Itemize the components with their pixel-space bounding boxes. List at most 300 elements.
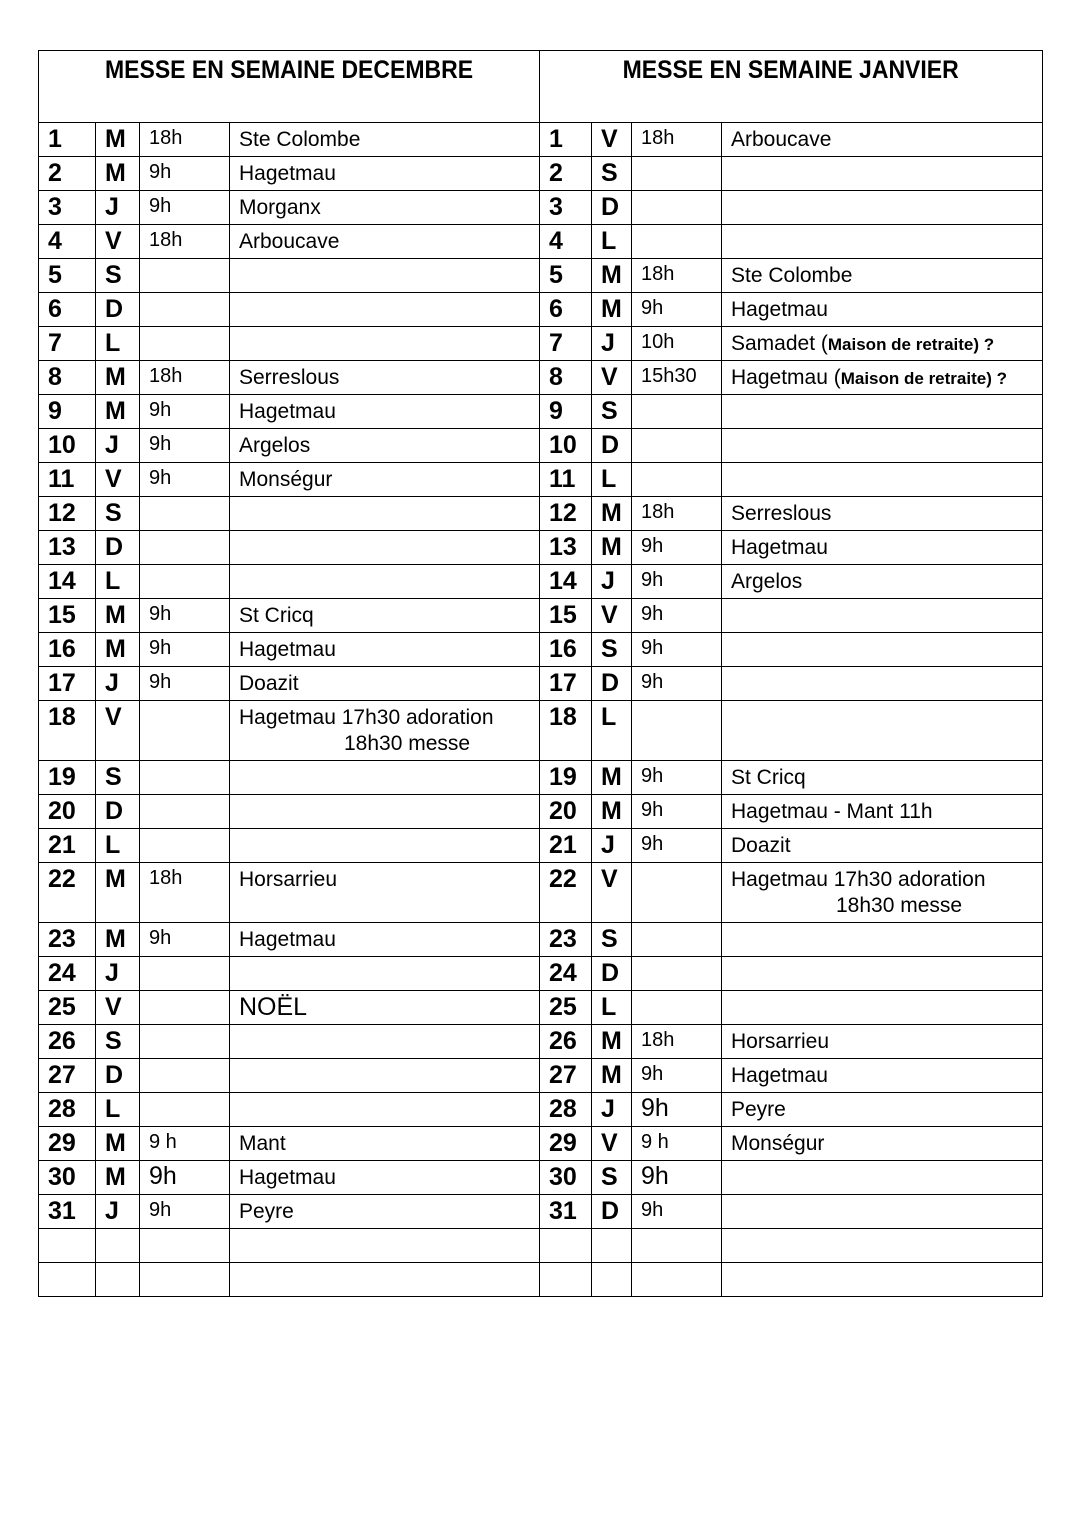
- day-number: 6: [540, 293, 592, 327]
- day-number: 2: [39, 157, 96, 191]
- weekday-letter: V: [592, 863, 632, 923]
- mass-time: [632, 991, 722, 1025]
- weekday-letter: S: [96, 1025, 140, 1059]
- weekday-letter: M: [592, 761, 632, 795]
- mass-place: [230, 1229, 540, 1263]
- mass-place: [230, 761, 540, 795]
- mass-place: [722, 361, 1043, 395]
- place-name: Hagetmau - Mant 11h: [731, 800, 933, 823]
- day-number: 24: [540, 957, 592, 991]
- mass-time: [632, 395, 722, 429]
- mass-time: [140, 1263, 230, 1297]
- mass-place: [722, 531, 1043, 565]
- mass-place: [230, 795, 540, 829]
- day-number: [540, 1263, 592, 1297]
- mass-time: 9h: [632, 667, 722, 701]
- mass-place: [722, 667, 1043, 701]
- day-number: 24: [39, 957, 96, 991]
- place-name: Hagetmau: [239, 400, 336, 423]
- weekday-letter: L: [96, 565, 140, 599]
- day-number: 9: [540, 395, 592, 429]
- mass-time: 9h: [632, 531, 722, 565]
- day-number: 1: [39, 123, 96, 157]
- weekday-letter: S: [592, 1161, 632, 1195]
- mass-time: 18h: [632, 497, 722, 531]
- place-name: Hagetmau 17h30 adoration: [731, 868, 986, 891]
- mass-place: [230, 1195, 540, 1229]
- day-number: 22: [39, 863, 96, 923]
- mass-place: [722, 1093, 1043, 1127]
- mass-place: [722, 957, 1043, 991]
- day-number: 7: [39, 327, 96, 361]
- mass-place: [230, 293, 540, 327]
- mass-time: [140, 829, 230, 863]
- weekday-letter: M: [96, 863, 140, 923]
- weekday-letter: M: [96, 633, 140, 667]
- weekday-letter: V: [592, 123, 632, 157]
- table-row: [39, 429, 1043, 463]
- place-name: Argelos: [731, 570, 803, 593]
- mass-time: 9h: [632, 1195, 722, 1229]
- place-name: Hagetmau: [731, 536, 828, 559]
- table-row: [39, 1161, 1043, 1195]
- day-number: 16: [540, 633, 592, 667]
- day-number: 9: [39, 395, 96, 429]
- table-row: [39, 293, 1043, 327]
- mass-place: [230, 259, 540, 293]
- mass-place: [230, 633, 540, 667]
- weekday-letter: L: [592, 225, 632, 259]
- weekday-letter: D: [592, 429, 632, 463]
- mass-place: [230, 1127, 540, 1161]
- mass-time: 9h: [632, 293, 722, 327]
- weekday-letter: V: [96, 991, 140, 1025]
- weekday-letter: [592, 1263, 632, 1297]
- place-name: Serreslous: [731, 502, 832, 525]
- table-row: [39, 633, 1043, 667]
- day-number: 14: [540, 565, 592, 599]
- table-row: [39, 599, 1043, 633]
- weekday-letter: M: [592, 1025, 632, 1059]
- day-number: 27: [39, 1059, 96, 1093]
- place-name: Hagetmau: [731, 1064, 828, 1087]
- mass-time: 9h: [632, 565, 722, 599]
- day-number: 31: [39, 1195, 96, 1229]
- weekday-letter: S: [592, 157, 632, 191]
- table-row: [39, 1127, 1043, 1161]
- mass-time: 9h: [140, 463, 230, 497]
- mass-time: 9h: [632, 761, 722, 795]
- place-name: Argelos: [239, 434, 311, 457]
- weekday-letter: M: [96, 395, 140, 429]
- weekday-letter: J: [592, 565, 632, 599]
- mass-place: [722, 225, 1043, 259]
- table-row: [39, 667, 1043, 701]
- mass-place: [722, 1025, 1043, 1059]
- mass-time: [140, 1025, 230, 1059]
- weekday-letter: L: [592, 701, 632, 761]
- table-row: [39, 395, 1043, 429]
- mass-time: [140, 293, 230, 327]
- day-number: 1: [540, 123, 592, 157]
- weekday-letter: S: [96, 761, 140, 795]
- weekday-letter: J: [592, 829, 632, 863]
- mass-time: [632, 957, 722, 991]
- mass-place: [722, 327, 1043, 361]
- place-name: Doazit: [239, 672, 299, 695]
- mass-time: [632, 463, 722, 497]
- mass-place: [722, 991, 1043, 1025]
- mass-time: 15h30: [632, 361, 722, 395]
- day-number: 15: [540, 599, 592, 633]
- mass-place: [230, 429, 540, 463]
- table-row: [39, 1263, 1043, 1297]
- mass-place: [230, 667, 540, 701]
- place-name: Hagetmau: [239, 162, 336, 185]
- mass-place: [722, 701, 1043, 761]
- day-number: 25: [39, 991, 96, 1025]
- mass-time: 9h: [140, 633, 230, 667]
- mass-time: 9h: [632, 795, 722, 829]
- table-row: [39, 701, 1043, 761]
- day-number: 13: [39, 531, 96, 565]
- day-number: 8: [540, 361, 592, 395]
- weekday-letter: D: [96, 1059, 140, 1093]
- mass-time: 18h: [632, 259, 722, 293]
- mass-time: 18h: [140, 863, 230, 923]
- mass-place: [230, 1263, 540, 1297]
- table-row: [39, 497, 1043, 531]
- weekday-letter: V: [96, 225, 140, 259]
- day-number: 5: [540, 259, 592, 293]
- day-number: [39, 1263, 96, 1297]
- mass-time: 9h: [632, 633, 722, 667]
- mass-place: [230, 123, 540, 157]
- weekday-letter: [96, 1229, 140, 1263]
- table-row: [39, 191, 1043, 225]
- mass-place: [722, 157, 1043, 191]
- weekday-letter: V: [592, 1127, 632, 1161]
- weekday-letter: M: [96, 1161, 140, 1195]
- mass-time: [632, 1263, 722, 1297]
- weekday-letter: V: [592, 599, 632, 633]
- day-number: 23: [540, 923, 592, 957]
- weekday-letter: S: [592, 633, 632, 667]
- weekday-letter: J: [96, 957, 140, 991]
- mass-time: 9 h: [632, 1127, 722, 1161]
- weekday-letter: J: [592, 1093, 632, 1127]
- mass-time: 9 h: [140, 1127, 230, 1161]
- place-name: Morganx: [239, 196, 321, 219]
- mass-time: 9h: [140, 191, 230, 225]
- weekday-letter: D: [592, 957, 632, 991]
- weekday-letter: [96, 1263, 140, 1297]
- day-number: 25: [540, 991, 592, 1025]
- mass-time: 9h: [632, 1059, 722, 1093]
- table-row: [39, 1195, 1043, 1229]
- mass-place: [230, 225, 540, 259]
- day-number: 8: [39, 361, 96, 395]
- mass-time: 9h: [140, 599, 230, 633]
- day-number: 19: [39, 761, 96, 795]
- mass-place: [230, 395, 540, 429]
- mass-place: [230, 599, 540, 633]
- weekday-letter: M: [96, 157, 140, 191]
- day-number: 13: [540, 531, 592, 565]
- place-name: Peyre: [239, 1200, 294, 1223]
- january-header: MESSE EN SEMAINE JANVIER: [540, 51, 1043, 123]
- weekday-letter: D: [592, 667, 632, 701]
- day-number: 19: [540, 761, 592, 795]
- weekday-letter: D: [96, 293, 140, 327]
- mass-place: [230, 1059, 540, 1093]
- day-number: 12: [540, 497, 592, 531]
- mass-time: 9h: [140, 1161, 230, 1195]
- day-number: 11: [39, 463, 96, 497]
- day-number: 4: [39, 225, 96, 259]
- mass-time: 9h: [140, 667, 230, 701]
- place-name: Hagetmau 17h30 adoration: [239, 706, 494, 729]
- mass-time: [140, 1093, 230, 1127]
- mass-time: [140, 565, 230, 599]
- table-row: [39, 795, 1043, 829]
- weekday-letter: [592, 1229, 632, 1263]
- day-number: 10: [540, 429, 592, 463]
- table-row: [39, 863, 1043, 923]
- mass-time: 9h: [140, 395, 230, 429]
- mass-time: [632, 1229, 722, 1263]
- mass-place: [230, 531, 540, 565]
- mass-time: 9h: [632, 1161, 722, 1195]
- day-number: 23: [39, 923, 96, 957]
- weekday-letter: J: [96, 667, 140, 701]
- day-number: 17: [540, 667, 592, 701]
- place-name: Hagetmau: [731, 298, 828, 321]
- mass-time: [632, 225, 722, 259]
- day-number: 4: [540, 225, 592, 259]
- day-number: 28: [39, 1093, 96, 1127]
- day-number: 17: [39, 667, 96, 701]
- mass-time: [140, 531, 230, 565]
- table-row: [39, 991, 1043, 1025]
- mass-place: [722, 293, 1043, 327]
- weekday-letter: M: [592, 293, 632, 327]
- day-number: 12: [39, 497, 96, 531]
- weekday-letter: M: [96, 599, 140, 633]
- weekday-letter: D: [592, 1195, 632, 1229]
- day-number: 10: [39, 429, 96, 463]
- mass-place: [722, 123, 1043, 157]
- day-number: 15: [39, 599, 96, 633]
- weekday-letter: J: [96, 1195, 140, 1229]
- table-row: [39, 327, 1043, 361]
- table-row: [39, 1059, 1043, 1093]
- mass-place: [722, 463, 1043, 497]
- day-number: 18: [540, 701, 592, 761]
- place-name: Peyre: [731, 1098, 786, 1121]
- place-name: Ste Colombe: [731, 264, 853, 287]
- place-name: Arboucave: [731, 128, 832, 151]
- weekday-letter: M: [96, 361, 140, 395]
- mass-time: [140, 497, 230, 531]
- mass-time: 9h: [632, 1093, 722, 1127]
- mass-time: [140, 795, 230, 829]
- mass-place: [722, 923, 1043, 957]
- mass-place: [230, 565, 540, 599]
- table-row: [39, 761, 1043, 795]
- mass-place: [230, 957, 540, 991]
- mass-place: [722, 863, 1043, 923]
- mass-time: [632, 429, 722, 463]
- weekday-letter: V: [96, 463, 140, 497]
- place-name: Samadet (: [731, 332, 828, 355]
- weekday-letter: M: [592, 1059, 632, 1093]
- mass-place: [230, 361, 540, 395]
- mass-time: 9h: [140, 429, 230, 463]
- table-row: [39, 829, 1043, 863]
- place-name: Ste Colombe: [239, 128, 361, 151]
- mass-time: [632, 157, 722, 191]
- mass-time: 18h: [140, 123, 230, 157]
- december-header: MESSE EN SEMAINE DECEMBRE: [39, 51, 540, 123]
- table-row: [39, 463, 1043, 497]
- table-row: [39, 1025, 1043, 1059]
- day-number: 30: [39, 1161, 96, 1195]
- mass-time: 18h: [632, 1025, 722, 1059]
- weekday-letter: M: [592, 259, 632, 293]
- mass-place: [230, 923, 540, 957]
- day-number: 3: [39, 191, 96, 225]
- mass-time: [632, 191, 722, 225]
- table-row: [39, 259, 1043, 293]
- place-name: Hagetmau: [239, 638, 336, 661]
- weekday-letter: M: [96, 923, 140, 957]
- mass-time: [140, 327, 230, 361]
- weekday-letter: M: [592, 795, 632, 829]
- mass-place: [722, 1229, 1043, 1263]
- mass-time: 9h: [632, 599, 722, 633]
- table-row: [39, 225, 1043, 259]
- mass-time: 10h: [632, 327, 722, 361]
- mass-time: [632, 923, 722, 957]
- mass-place: [722, 1127, 1043, 1161]
- place-name: St Cricq: [239, 604, 314, 627]
- mass-place: [722, 1059, 1043, 1093]
- mass-place: [722, 429, 1043, 463]
- weekday-letter: S: [592, 395, 632, 429]
- day-number: 29: [39, 1127, 96, 1161]
- weekday-letter: D: [96, 795, 140, 829]
- mass-time: 9h: [632, 829, 722, 863]
- weekday-letter: S: [96, 259, 140, 293]
- day-number: 31: [540, 1195, 592, 1229]
- mass-time: [140, 761, 230, 795]
- weekday-letter: J: [96, 429, 140, 463]
- place-name: Hagetmau: [239, 928, 336, 951]
- mass-place: [230, 829, 540, 863]
- mass-place: [722, 633, 1043, 667]
- weekday-letter: L: [96, 829, 140, 863]
- day-number: 21: [39, 829, 96, 863]
- table-row: [39, 157, 1043, 191]
- weekday-letter: V: [592, 361, 632, 395]
- day-number: 29: [540, 1127, 592, 1161]
- mass-time: [140, 1229, 230, 1263]
- mass-time: [140, 259, 230, 293]
- mass-place: [230, 327, 540, 361]
- day-number: 7: [540, 327, 592, 361]
- table-row: [39, 123, 1043, 157]
- weekday-letter: L: [96, 1093, 140, 1127]
- weekday-letter: M: [96, 123, 140, 157]
- table-row: [39, 565, 1043, 599]
- place-name: Monségur: [731, 1132, 825, 1155]
- table-row: [39, 923, 1043, 957]
- mass-time: [632, 701, 722, 761]
- day-number: 14: [39, 565, 96, 599]
- day-number: [39, 1229, 96, 1263]
- place-name: St Cricq: [731, 766, 806, 789]
- day-number: 21: [540, 829, 592, 863]
- place-name: NOËL: [239, 993, 308, 1021]
- mass-place: [722, 191, 1043, 225]
- mass-place: [722, 259, 1043, 293]
- weekday-letter: M: [96, 1127, 140, 1161]
- mass-place: [230, 1093, 540, 1127]
- mass-place: [722, 395, 1043, 429]
- mass-place: [230, 991, 540, 1025]
- day-number: 28: [540, 1093, 592, 1127]
- mass-place: [722, 761, 1043, 795]
- place-name: Horsarrieu: [239, 868, 338, 891]
- weekday-letter: D: [96, 531, 140, 565]
- weekday-letter: D: [592, 191, 632, 225]
- mass-place: [230, 1161, 540, 1195]
- table-row: [39, 531, 1043, 565]
- mass-place: [230, 701, 540, 761]
- mass-place: [722, 599, 1043, 633]
- mass-time: 18h: [140, 225, 230, 259]
- mass-schedule-table: [38, 50, 1043, 1297]
- day-number: 6: [39, 293, 96, 327]
- weekday-letter: S: [592, 923, 632, 957]
- weekday-letter: M: [592, 497, 632, 531]
- place-note: Maison de retraite) ?: [840, 369, 1007, 388]
- place-note: Maison de retraite) ?: [827, 335, 995, 354]
- day-number: 30: [540, 1161, 592, 1195]
- mass-place: [230, 863, 540, 923]
- mass-place: [230, 191, 540, 225]
- place-name: Doazit: [731, 834, 791, 857]
- day-number: [540, 1229, 592, 1263]
- place-name: Hagetmau: [239, 1166, 336, 1189]
- place-name: Arboucave: [239, 230, 340, 253]
- table-row: [39, 1093, 1043, 1127]
- place-second-line: 18h30 messe: [344, 732, 471, 755]
- mass-time: 18h: [140, 361, 230, 395]
- weekday-letter: S: [96, 497, 140, 531]
- weekday-letter: L: [96, 327, 140, 361]
- weekday-letter: M: [592, 531, 632, 565]
- day-number: 20: [39, 795, 96, 829]
- weekday-letter: V: [96, 701, 140, 761]
- table-row: [39, 957, 1043, 991]
- place-second-line: 18h30 messe: [836, 894, 963, 917]
- day-number: 11: [540, 463, 592, 497]
- weekday-letter: L: [592, 463, 632, 497]
- day-number: 2: [540, 157, 592, 191]
- day-number: 18: [39, 701, 96, 761]
